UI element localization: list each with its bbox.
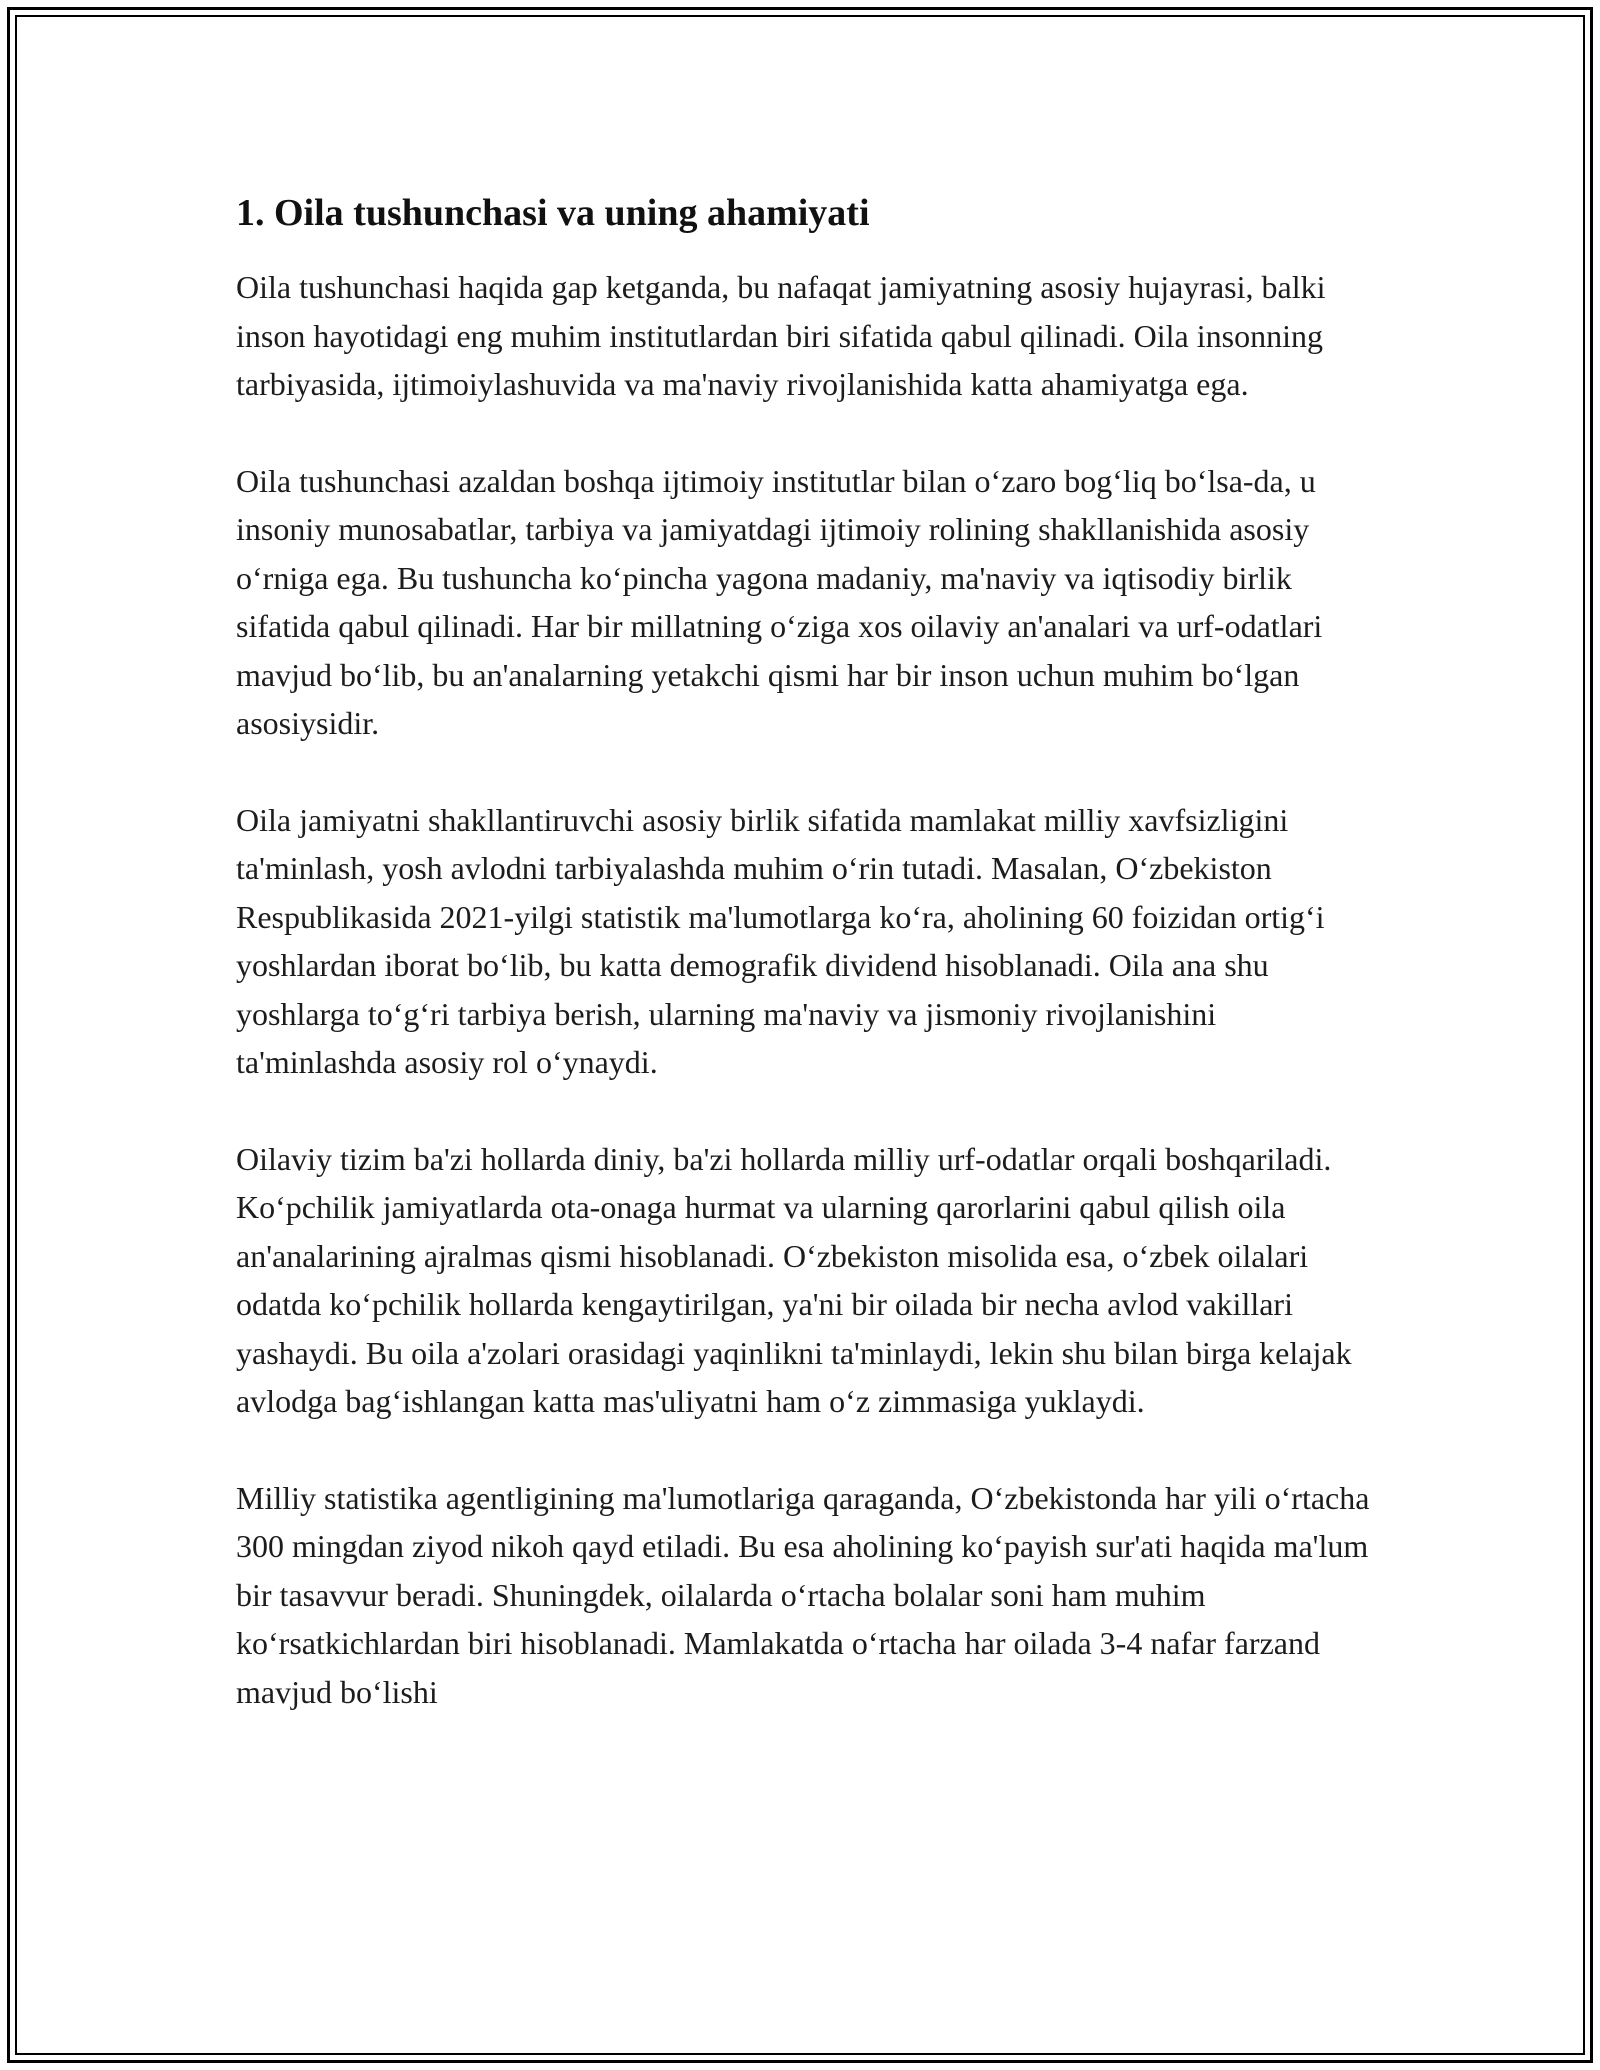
paragraph-4: Oilaviy tizim ba'zi hollarda diniy, ba'zi hollarda milliy urf-odatlar orqali boshqariladi. Ko‘pchilik jamiyatlarda ota-onaga hurmat va ularning qarorlarini qabul qilish oila an'analarining ajralmas qismi hisoblanadi. O‘zbekiston misolida esa, o‘zbek oilalari odatda ko‘pchilik hollarda kengaytirilgan, ya'ni bir oilada bir necha avlod vakillari yashaydi. Bu oila a'zolari orasidagi yaqinlikni ta'minlaydi, lekin shu bilan birga kelajak avlodga bag‘ishlangan katta mas'uliyatni ham o‘z zimmasiga yuklaydi. [236,1140,1352,1419]
paragraph-5: Milliy statistika agentligining ma'lumotlariga qaraganda, O‘zbekistonda har yili o‘rtacha 300 mingdan ziyod nikoh qayd etiladi. Bu esa aholining ko‘payish sur'ati haqida ma'lum bir tasavvur beradi. Shuningdek, oilalarda o‘rtacha bolalar soni ham muhim ko‘rsatkichlardan biri hisoblanadi. Mamlakatda o‘rtacha har oilada 3-4 nafar farzand mavjud bo‘lishi [236,1479,1370,1710]
paragraph-2: Oila tushunchasi azaldan boshqa ijtimoiy institutlar bilan o‘zaro bog‘liq bo‘lsa-da, u insoniy munosabatlar, tarbiya va jamiyatdagi ijtimoiy rolining shakllanishida asosiy o‘rniga ega. Bu tushuncha ko‘pincha yagona madaniy, ma'naviy va iqtisodiy birlik sifatida qabul qilinadi. Har bir millatning o‘ziga xos oilaviy an'analari va urf-odatlari mavjud bo‘lib, bu an'analarning yetakchi qismi har bir inson uchun muhim bo‘lgan asosiysidir. [236,462,1323,741]
document-body [236,185,1371,1764]
paragraph-1: Oila tushunchasi haqida gap ketganda, bu nafaqat jamiyatning asosiy hujayrasi, balki inson hayotidagi eng muhim institutlardan biri sifatida qabul qilinadi. Oila insonning tarbiyasida, ijtimoiylashuvida va ma'naviy rivojlanishida katta ahamiyatga ega. [236,269,1326,402]
section-heading: 1. Oila tushunchasi va uning ahamiyati [236,192,870,234]
paragraph-3: Oila jamiyatni shakllantiruvchi asosiy birlik sifatida mamlakat milliy xavfsizligini ta'minlash, yosh avlodni tarbiyalashda muhim o‘rin tutadi. Masalan, O‘zbekiston Respublikasida 2021-yilgi statistik ma'lumotlarga ko‘ra, aholining 60 foizidan ortig‘i yoshlardan iborat bo‘lib, bu katta demografik dividend hisoblanadi. Oila ana shu yoshlarga to‘g‘ri tarbiya berish, ularning ma'naviy va jismoniy rivojlanishini ta'minlashda asosiy rol o‘ynaydi. [236,801,1325,1080]
